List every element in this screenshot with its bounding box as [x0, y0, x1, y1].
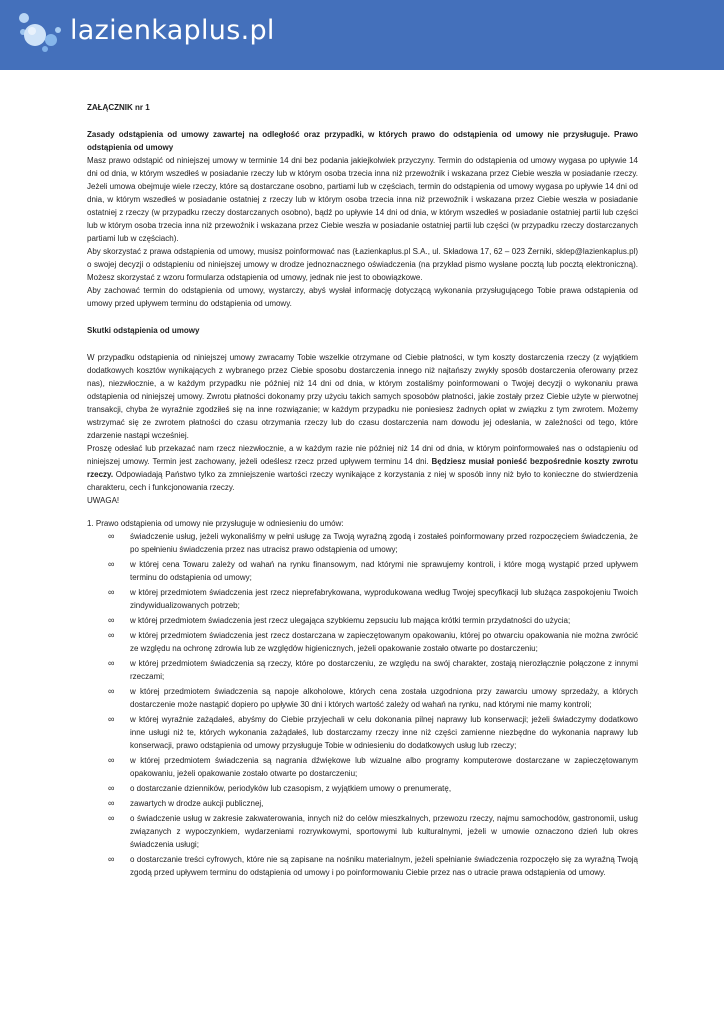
list-item [87, 853, 638, 879]
list-item [87, 713, 638, 752]
infinity-bullet-icon: ∞ [108, 813, 115, 823]
list-item [87, 657, 638, 683]
list-item [87, 558, 638, 584]
list-item-text: w której przedmiotem świadczenia jest rzecz dostarczana w zapieczętowanym opakowaniu, której po otwarciu opakowania nie można zwrócić ze względu na ochronę zdrowia lub ze względów higienicznych, jeżeli opakowanie zostało otwarte po dostarczeniu; [130, 631, 638, 653]
list-item-text: w której przedmiotem świadczenia są rzeczy, które po dostarczeniu, ze względu na swój charakter, zostają nierozłącznie połączone z innymi rzeczami; [130, 659, 638, 681]
section-heading-withdrawal: Zasady odstąpienia od umowy zawartej na odległość oraz przypadki, w których prawo do odstąpienia od umowy nie przysługuje. Prawo odstąpienia od umowy [87, 130, 638, 152]
site-header [0, 0, 724, 70]
infinity-bullet-icon: ∞ [108, 587, 115, 597]
paragraph: Aby zachować termin do odstąpienia od umowy, wystarczy, abyś wysłał informację dotyczącą wykonania przysługującego Tobie prawa odstąpienia od umowy przed upływem terminu do odstąpienia od umowy. [87, 286, 638, 308]
attachment-title: ZAŁĄCZNIK nr 1 [87, 103, 150, 112]
list-item [87, 530, 638, 556]
exceptions-intro: 1. Prawo odstąpienia od umowy nie przysługuje w odniesieniu do umów: [87, 519, 344, 528]
warning-label: UWAGA! [87, 496, 120, 505]
infinity-bullet-icon: ∞ [108, 714, 115, 724]
paragraph-text: Odpowiadają Państwo tylko za zmniejszenie wartości rzeczy wynikające z korzystania z niej w sposób inny niż było to konieczne do stwierdzenia charakteru, cech i funkcjonowania rzeczy. [87, 470, 638, 492]
list-item-text: o świadczenie usług w zakresie zakwaterowania, innych niż do celów mieszkalnych, przewozu rzeczy, najmu samochodów, gastronomii, usług związanych z wypoczynkiem, wydarzeniami rozrywkowymi, sportowymi lub kulturalnymi, jeżeli w umowie oznaczono dzień lub okres świadczenia usługi; [130, 814, 638, 849]
infinity-bullet-icon: ∞ [108, 531, 115, 541]
list-item [87, 782, 638, 795]
paragraph: W przypadku odstąpienia od niniejszej umowy zwracamy Tobie wszelkie otrzymane od Ciebie płatności, w tym koszty dostarczenia rzeczy (z wyjątkiem dodatkowych kosztów wynikających z wybranego przez Ciebie sposobu dostarczenia innego niż najtańszy zwykły sposób dostarczenia oferowany przez nas), niezwłocznie, a w każdym przypadku nie później niż 14 dni od dnia, w którym zostaliśmy poinformowani o Twojej decyzji o wykonaniu prawa odstąpienia od niniejszej umowy. Zwrotu płatności dokonamy przy użyciu takich samych sposobów płatności, jakie zostały przez Ciebie użyte w pierwotnej transakcji, chyba że wyraźnie zgodziłeś się na inne rozwiązanie; w każdym przypadku nie poniesiesz żadnych opłat w związku z tym zwrotem. Możemy wstrzymać się ze zwrotem płatności do czasu otrzymania rzeczy lub do czasu dostarczenia nam dowodu jej odesłania, w zależności od tego, które zdarzenie nastąpi wcześniej. [87, 353, 638, 440]
list-item [87, 754, 638, 780]
paragraph: Aby skorzystać z prawa odstąpienia od umowy, musisz poinformować nas (Łazienkaplus.pl S.A., ul. Składowa 17, 62 – 023 Żerniki, sklep@lazienkaplus.pl) o swojej decyzji o odstąpieniu od niniejszej umowy w drodze jednoznacznego oświadczenia (na przykład pismo wysłane pocztą lub pocztą elektroniczną). Możesz skorzystać z wzoru formularza odstąpienia od umowy, jednak nie jest to obowiązkowe. [87, 247, 638, 282]
infinity-bullet-icon: ∞ [108, 783, 115, 793]
infinity-bullet-icon: ∞ [108, 658, 115, 668]
paragraph-text: Proszę odesłać lub przekazać nam rzecz niezwłocznie, a w każdym razie nie później niż 14 dni od dnia, w którym poinformowałeś nas o odstąpieniu od niniejszej umowy. Termin jest zachowany, jeżeli odeślesz rzecz przed upływem terminu 14 dni. [87, 444, 638, 466]
list-item [87, 797, 638, 810]
infinity-bullet-icon: ∞ [108, 630, 115, 640]
document-body [87, 101, 638, 881]
list-item-text: świadczenie usług, jeżeli wykonaliśmy w pełni usługę za Twoją wyraźną zgodą i zostałeś poinformowany przed rozpoczęciem świadczenia, że po spełnieniu świadczenia przez nas utracisz prawo odstąpienia od umowy; [130, 532, 638, 554]
list-item [87, 586, 638, 612]
logo-text: lazienkaplus.pl [70, 15, 275, 46]
infinity-bullet-icon: ∞ [108, 559, 115, 569]
infinity-bullet-icon: ∞ [108, 686, 115, 696]
list-item-text: w której przedmiotem świadczenia są napoje alkoholowe, których cena została uzgodniona przy zawarciu umowy sprzedaży, a których dostarczenie może nastąpić dopiero po upływie 30 dni i których wartość zależy od wahań na rynku, nad którymi nie mamy kontroli; [130, 687, 638, 709]
bold-costs-notice: Będziesz musiał ponieść bezpośrednie koszty zwrotu rzeczy. [87, 457, 638, 479]
list-item [87, 685, 638, 711]
list-item [87, 629, 638, 655]
paragraph: Masz prawo odstąpić od niniejszej umowy w terminie 14 dni bez podania jakiejkolwiek przyczyny. Termin do odstąpienia od umowy wygasa po upływie 14 dni od dnia, w którym wszedłeś w posiadanie rzeczy lub w którym osoba trzecia inna niż przewoźnik i wskazana przez Ciebie weszła w posiadanie rzeczy. Jeżeli umowa obejmuje wiele rzeczy, które są dostarczane osobno, partiami lub w częściach, termin do odstąpienia od umowy wygasa po upływie 14 dni od dnia, w którym wszedłeś w posiadanie ostatniej z rzeczy lub w którym osoba trzecia inna niż przewoźnik i wskazana przez Ciebie weszła w posiadanie ostatniej z rzeczy (w przypadku rzeczy dostarczanych osobno), bądź po upływie 14 dni od dnia, w którym wszedłeś w posiadanie ostatniej partii lub części lub w którym osoba trzecia inna niż przewoźnik i wskazana przez Ciebie weszła w posiadanie ostatniej partii lub części (w przypadku rzeczy dostarczanych partiami lub w częściach). [87, 156, 638, 243]
exceptions-list [87, 530, 638, 879]
water-drops-icon [18, 10, 68, 56]
list-item-text: w której przedmiotem świadczenia jest rzecz ulegająca szybkiemu zepsuciu lub mająca krótki termin przydatności do użycia; [130, 616, 571, 625]
list-item-text: o dostarczanie treści cyfrowych, które nie są zapisane na nośniku materialnym, jeżeli spełnianie świadczenia rozpoczęło się za wyraźną Twoją zgodą przed upływem terminu do odstąpienia od umowy i po poinformowaniu Ciebie przez nas o utracie prawa odstąpienia od umowy. [130, 855, 638, 877]
list-item-text: w której przedmiotem świadczenia są nagrania dźwiękowe lub wizualne albo programy komputerowe dostarczane w zapieczętowanym opakowaniu, jeżeli opakowanie zostało otwarte po dostarczeniu; [130, 756, 638, 778]
list-item-text: zawartych w drodze aukcji publicznej, [130, 799, 264, 808]
infinity-bullet-icon: ∞ [108, 755, 115, 765]
infinity-bullet-icon: ∞ [108, 615, 115, 625]
list-item-text: w której przedmiotem świadczenia jest rzecz nieprefabrykowana, wyprodukowana według Twojej specyfikacji lub służąca zaspokojeniu Twoich zindywidualizowanych potrzeb; [130, 588, 638, 610]
infinity-bullet-icon: ∞ [108, 854, 115, 864]
section-heading-effects: Skutki odstąpienia od umowy [87, 326, 200, 335]
list-item [87, 614, 638, 627]
list-item-text: w której cena Towaru zależy od wahań na rynku finansowym, nad którymi nie sprawujemy kontroli, i które mogą wystąpić przed upływem terminu do odstąpienia od umowy; [130, 560, 638, 582]
list-item [87, 812, 638, 851]
list-item-text: o dostarczanie dzienników, periodyków lub czasopism, z wyjątkiem umowy o prenumeratę, [130, 784, 452, 793]
infinity-bullet-icon: ∞ [108, 798, 115, 808]
list-item-text: w której wyraźnie zażądałeś, abyśmy do Ciebie przyjechali w celu dokonania pilnej naprawy lub konserwacji; jeżeli świadczymy dodatkowo inne usługi niż te, których wykonania zażądałeś, lub dostarczamy rzeczy inne niż części zamienne niezbędne do wykonania naprawy lub konserwacji, prawo odstąpienia od umowy przysługuje Tobie w odniesieniu do dodatkowych usług lub rzeczy; [130, 715, 638, 750]
paragraph [87, 442, 638, 494]
